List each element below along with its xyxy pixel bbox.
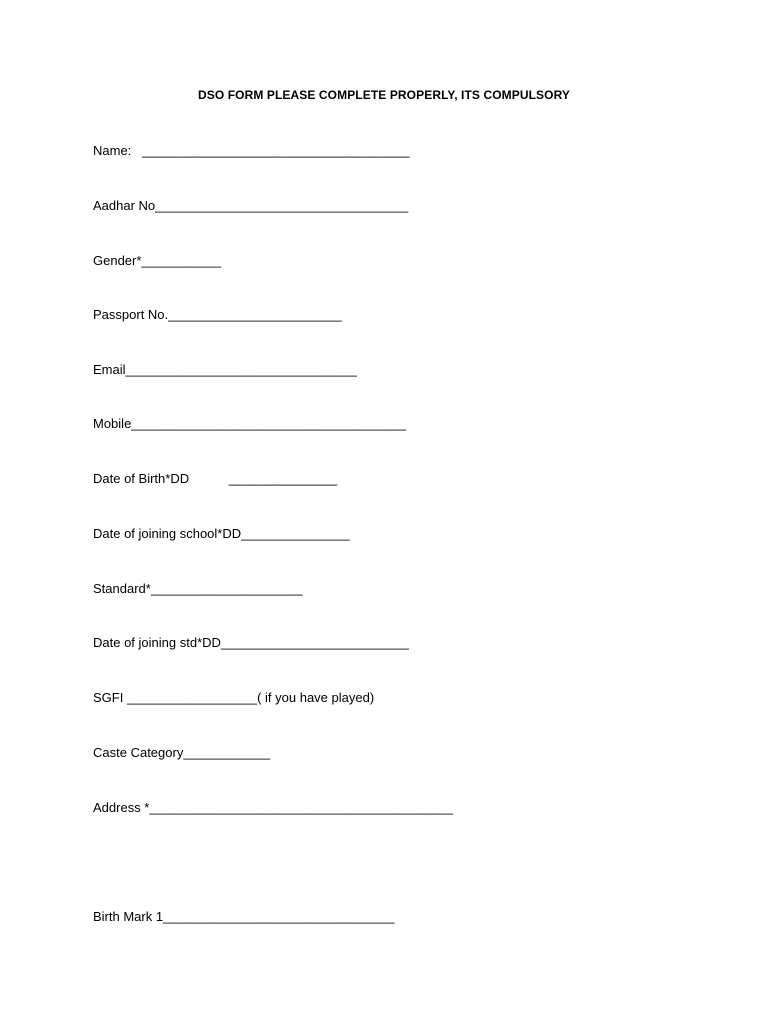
form-title: DSO FORM PLEASE COMPLETE PROPERLY, ITS COMPULSORY <box>197 88 571 102</box>
sgfi-field[interactable]: SGFI __________________( if you have played) <box>93 690 375 705</box>
date-of-joining-school-field[interactable]: Date of joining school*DD_______________ <box>93 526 350 541</box>
birth-mark-field[interactable]: Birth Mark 1________________________________ <box>93 909 395 924</box>
mobile-field[interactable]: Mobile______________________________________ <box>93 416 407 431</box>
aadhar-field[interactable]: Aadhar No___________________________________ <box>93 198 409 213</box>
date-of-birth-field[interactable]: Date of Birth*DD _______________ <box>93 471 338 486</box>
name-field[interactable]: Name: _____________________________________ <box>93 143 410 158</box>
email-field[interactable]: Email________________________________ <box>93 362 357 377</box>
address-field[interactable]: Address *__________________________________________ <box>93 800 454 815</box>
standard-field[interactable]: Standard*_____________________ <box>93 581 303 596</box>
date-of-joining-std-field[interactable]: Date of joining std*DD__________________________ <box>93 635 409 650</box>
caste-category-field[interactable]: Caste Category____________ <box>93 745 271 760</box>
passport-field[interactable]: Passport No.________________________ <box>93 307 342 322</box>
gender-field[interactable]: Gender*___________ <box>93 253 221 268</box>
